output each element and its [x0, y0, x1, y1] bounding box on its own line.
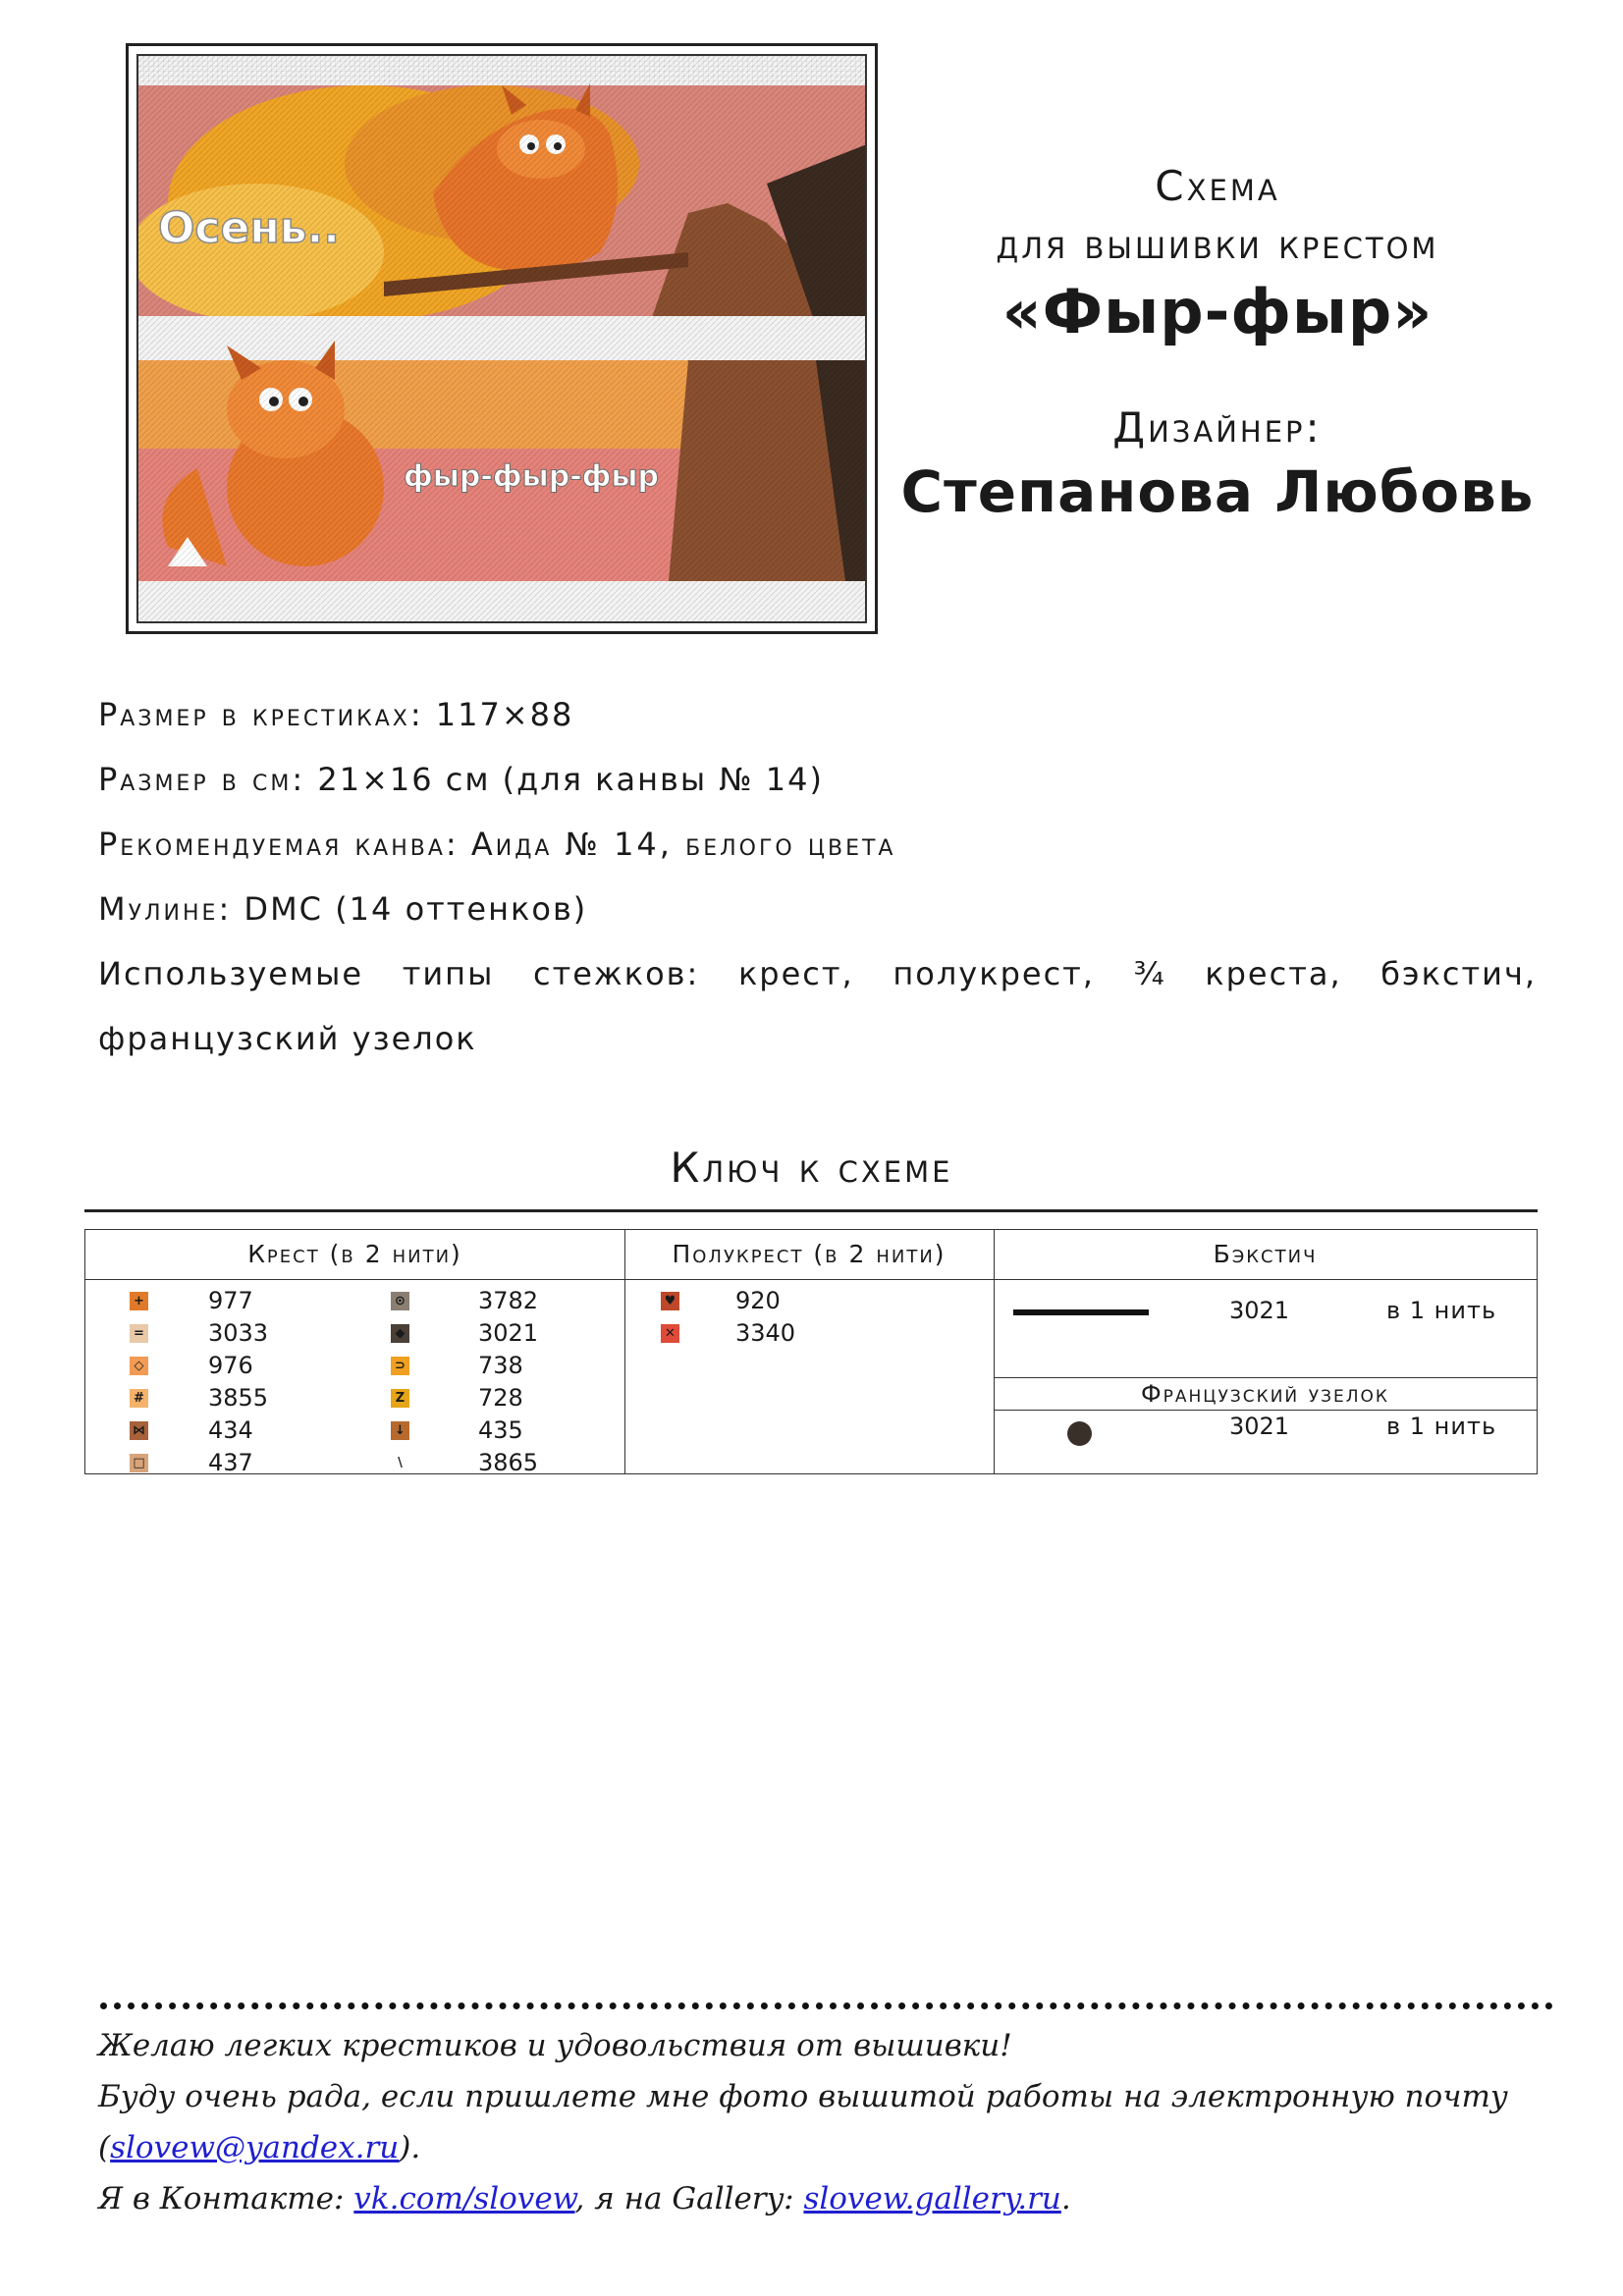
key-divider	[84, 1209, 1538, 1212]
designer-label: Дизайнер:	[1112, 403, 1323, 452]
preview-canvas	[136, 54, 867, 623]
footer-photo-request: Буду очень рада, если пришлете мне фото вышитой работы на электронную почту (slovew@yandex.ru).	[98, 2079, 1508, 2165]
french-knot-header: Французский узелок	[994, 1377, 1537, 1411]
floss-code: 976	[208, 1352, 253, 1379]
half-cross-column	[624, 1230, 995, 1473]
pattern-info	[98, 682, 1537, 1071]
scheme-heading: Схема	[1155, 162, 1280, 210]
floss-code: 977	[208, 1287, 253, 1314]
cross-column	[85, 1230, 625, 1476]
cross-header: Крест (в 2 нити)	[85, 1230, 624, 1280]
backstitch-row: 3021 в 1 нить	[994, 1295, 1537, 1327]
floss-symbol-icon: ♥	[661, 1292, 679, 1310]
floss-code: 3340	[735, 1319, 796, 1347]
key-title: Ключ к схеме	[670, 1144, 953, 1192]
floss-code: 738	[478, 1352, 523, 1379]
floss-symbol-icon: ◆	[391, 1324, 409, 1343]
pattern-preview-image	[126, 43, 878, 634]
footer	[98, 2020, 1571, 2224]
backstitch-column	[994, 1230, 1537, 1473]
backstitch-header: Бэкстич	[994, 1230, 1537, 1280]
floss-code: 3021	[478, 1319, 539, 1347]
floss-symbol-icon: #	[130, 1389, 148, 1408]
scheme-name: «Фыр-фыр»	[1001, 276, 1434, 347]
email-link[interactable]: slovew@yandex.ru	[110, 2130, 400, 2165]
floss-info: Мулине: DMC (14 оттенков)	[98, 890, 588, 928]
fox-illustration	[138, 56, 867, 623]
floss-symbol-icon: ⊃	[391, 1357, 409, 1375]
floss-code: 437	[208, 1449, 253, 1476]
half-cross-header: Полукрест (в 2 нити)	[624, 1230, 994, 1280]
backstitch-line-icon	[1013, 1309, 1149, 1315]
footer-contacts: Я в Контакте: vk.com/slovew, я на Gallery: slovew.gallery.ru.	[98, 2181, 1071, 2216]
size-in-stitches: Размер в крестиках: 117×88	[98, 696, 574, 733]
floss-code: 920	[735, 1287, 781, 1314]
floss-symbol-icon: ⊙	[391, 1292, 409, 1310]
floss-code: 3865	[478, 1449, 539, 1476]
floss-symbol-icon: =	[130, 1324, 148, 1343]
floss-symbol-icon: □	[130, 1454, 148, 1472]
floss-symbol-icon: ⋈	[130, 1421, 148, 1440]
size-in-cm: Размер в см: 21×16 см (для канвы № 14)	[98, 761, 824, 798]
gallery-link[interactable]: slovew.gallery.ru	[803, 2181, 1061, 2216]
stitch-types: Используемые типы стежков: крест, полукрест, ¾ креста, бэкстич, французский узелок	[98, 955, 1538, 1057]
floss-symbol-icon: ◇	[130, 1357, 148, 1375]
floss-symbol-icon: ↓	[391, 1421, 409, 1440]
floss-code: 728	[478, 1384, 523, 1412]
recommended-canvas: Рекомендуемая канва: Аида № 14, белого цвета	[98, 826, 896, 863]
designer-name: Степанова Любовь	[900, 458, 1535, 525]
floss-symbol-icon: Z	[391, 1389, 409, 1408]
french-knot-row: 3021 в 1 нить	[994, 1413, 1537, 1445]
french-knot-dot-icon	[1067, 1421, 1092, 1446]
floss-code: 435	[478, 1416, 523, 1444]
floss-code: 434	[208, 1416, 253, 1444]
floss-code: 3782	[478, 1287, 539, 1314]
floss-symbol-icon: ✕	[661, 1324, 679, 1343]
key-table	[84, 1229, 1538, 1474]
floss-symbol-icon: +	[130, 1292, 148, 1310]
floss-code: 3855	[208, 1384, 269, 1412]
footer-divider	[100, 2002, 1553, 2009]
vk-link[interactable]: vk.com/slovew	[353, 2181, 575, 2216]
scheme-subheading: для вышивки крестом	[996, 220, 1439, 268]
preview-autumn-text: Осень..	[158, 203, 340, 253]
floss-symbol-icon: \	[391, 1454, 409, 1472]
preview-fyr-text: фыр-фыр-фыр	[404, 459, 660, 494]
floss-code: 3033	[208, 1319, 269, 1347]
title-block	[884, 157, 1551, 526]
footer-wish: Желаю легких крестиков и удовольствия от вышивки!	[98, 2028, 1012, 2063]
